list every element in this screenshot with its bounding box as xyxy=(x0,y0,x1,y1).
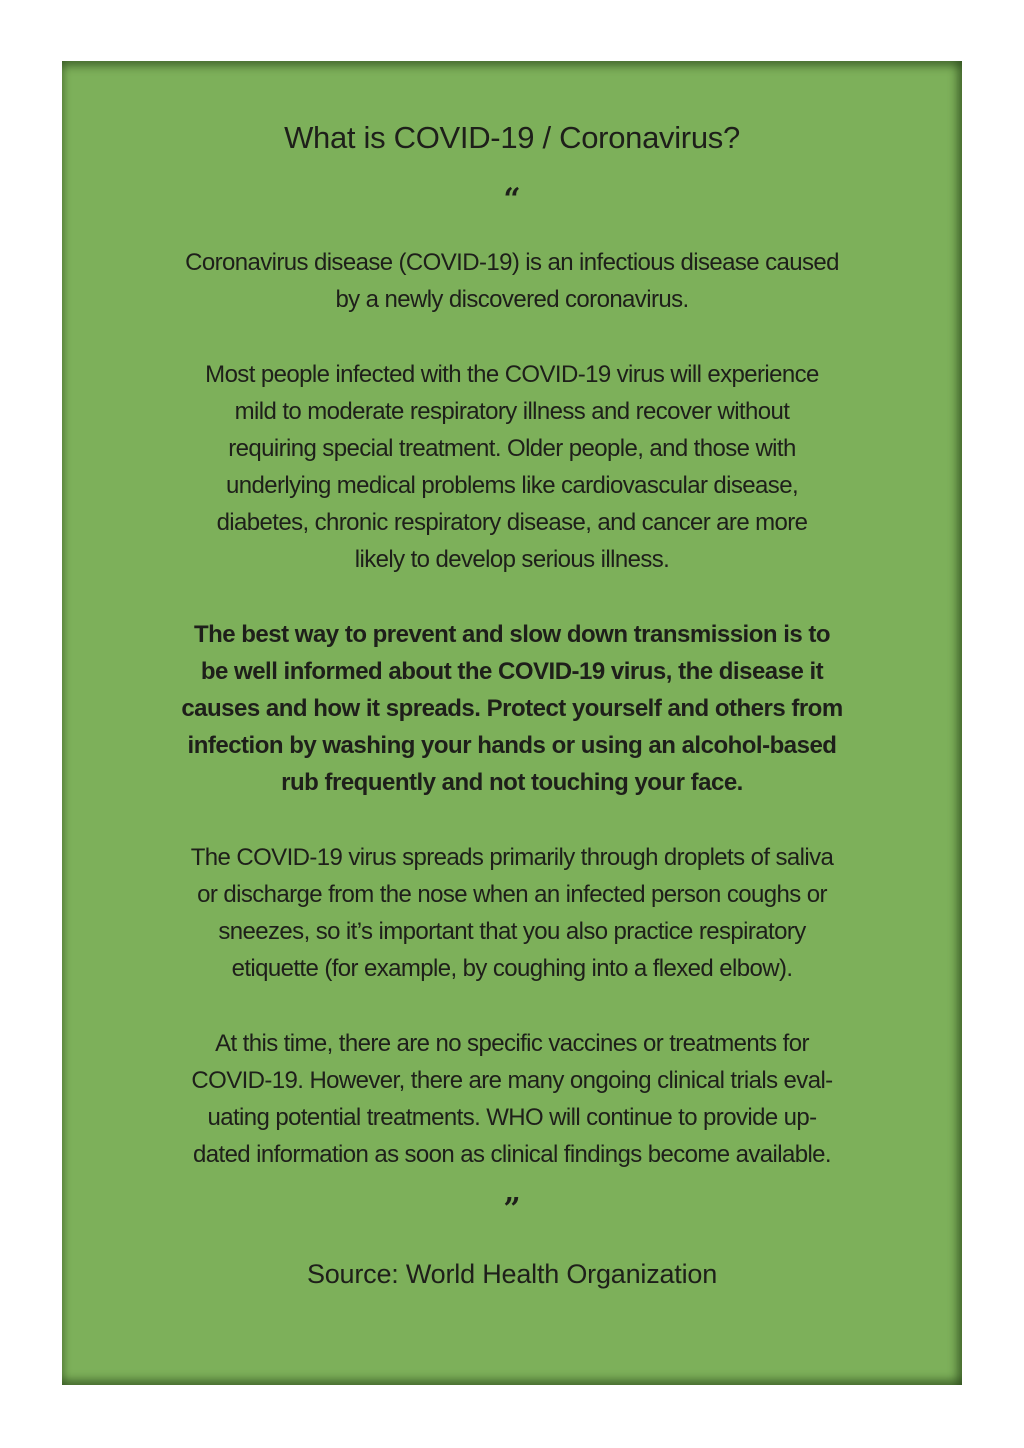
info-panel xyxy=(62,61,962,1385)
text-line: dated information as soon as clinical findings become available. xyxy=(193,1141,831,1168)
paragraph-treatment xyxy=(102,1025,922,1173)
text-line: requiring special treatment. Older people, and those with xyxy=(228,435,796,462)
text-line: At this time, there are no specific vaccines or treatments for xyxy=(215,1030,809,1057)
text-line: etiquette (for example, by coughing into a flexed elbow). xyxy=(231,955,793,982)
open-quote-icon: “ xyxy=(503,182,521,217)
paragraph-transmission xyxy=(102,839,922,987)
source-attribution: Source: World Health Organization xyxy=(306,1259,718,1289)
text-line: diabetes, chronic respiratory disease, and cancer are more xyxy=(216,509,808,536)
text-line: underlying medical problems like cardiovascular disease, xyxy=(225,472,799,499)
text-line: The best way to prevent and slow down transmission is to xyxy=(193,621,831,648)
text-line: be well informed about the COVID-19 virus, the disease it xyxy=(200,658,824,685)
text-line: rub frequently and not touching your face. xyxy=(281,769,743,796)
text-line: COVID-19. However, there are many ongoing clinical trials eval- xyxy=(191,1067,833,1094)
text-line: by a newly discovered coronavirus. xyxy=(335,286,689,313)
paragraph-definition xyxy=(102,244,922,318)
text-line: The COVID-19 virus spreads primarily through droplets of saliva xyxy=(190,844,834,871)
page-title: What is COVID-19 / Coronavirus? xyxy=(284,120,740,155)
text-line: infection by washing your hands or using an alcohol-based xyxy=(187,732,837,759)
text-line: Coronavirus disease (COVID-19) is an infectious disease caused xyxy=(185,249,839,276)
text-line: or discharge from the nose when an infected person coughs or xyxy=(197,881,827,908)
text-line: causes and how it spreads. Protect yourself and others from xyxy=(181,695,843,722)
paragraph-prevention xyxy=(102,616,922,801)
text-line: mild to moderate respiratory illness and recover without xyxy=(234,398,790,425)
text-line: uating potential treatments. WHO will continue to provide up- xyxy=(207,1104,817,1131)
text-line: sneezes, so it’s important that you also practice respiratory xyxy=(218,918,806,945)
text-line: likely to develop serious illness. xyxy=(354,546,670,573)
paragraph-symptoms xyxy=(102,356,922,578)
text-line: Most people infected with the COVID-19 virus will experience xyxy=(205,361,819,388)
close-quote-icon: ” xyxy=(503,1192,521,1227)
